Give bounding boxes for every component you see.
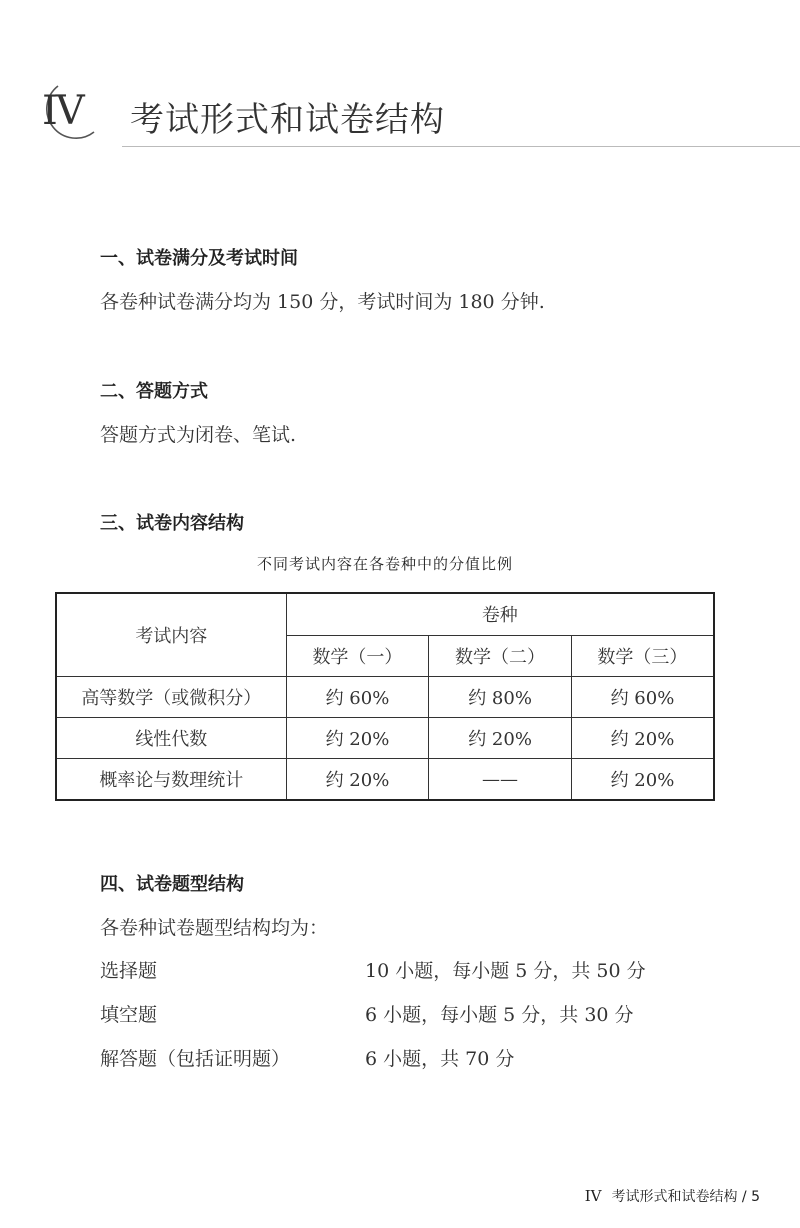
table-cell: 约 60% xyxy=(571,677,714,718)
question-type-detail: 10 小题，每小题 5 分，共 50 分 xyxy=(365,960,646,982)
question-type-name: 填空题 xyxy=(100,1004,158,1026)
question-type-name: 选择题 xyxy=(100,960,158,982)
chapter-numeral: IV xyxy=(42,88,83,134)
row-label: 概率论与数理统计 xyxy=(56,759,286,801)
section-heading-1: 一、试卷满分及考试时间 xyxy=(100,248,298,269)
row-label: 线性代数 xyxy=(56,718,286,759)
question-type-name: 解答题（包括证明题） xyxy=(100,1048,291,1070)
chapter-title: 考试形式和试卷结构 xyxy=(130,100,445,140)
question-type-detail: 6 小题，每小题 5 分，共 30 分 xyxy=(365,1004,634,1026)
score-distribution-table xyxy=(55,592,715,801)
table-cell: —— xyxy=(429,759,572,801)
question-type-detail: 6 小题，共 70 分 xyxy=(365,1048,515,1070)
table-cell: 约 20% xyxy=(286,759,429,801)
footer-text: 考试形式和试卷结构 / 5 xyxy=(611,1189,760,1205)
chapter-header xyxy=(0,0,800,160)
column-header: 数学（三） xyxy=(571,635,714,677)
header-divider xyxy=(122,146,800,147)
header-group-cell: 卷种 xyxy=(286,593,714,635)
table-cell: 约 20% xyxy=(429,718,572,759)
footer-numeral: IV xyxy=(584,1187,602,1205)
table-cell: 约 60% xyxy=(286,677,429,718)
section-text-2: 答题方式为闭卷、笔试. xyxy=(100,424,297,446)
section-heading-4: 四、试卷题型结构 xyxy=(100,874,244,895)
table-header-row xyxy=(56,593,714,635)
section-text-4: 各卷种试卷题型结构均为： xyxy=(100,917,329,939)
page-footer xyxy=(585,1186,760,1206)
column-header: 数学（二） xyxy=(429,635,572,677)
table-caption: 不同考试内容在各卷种中的分值比例 xyxy=(256,555,513,573)
table-cell: 约 20% xyxy=(571,718,714,759)
table-cell: 约 20% xyxy=(286,718,429,759)
table-row xyxy=(56,677,714,718)
table-row xyxy=(56,759,714,801)
table-cell: 约 20% xyxy=(571,759,714,801)
header-content-cell: 考试内容 xyxy=(56,593,286,677)
table-row xyxy=(56,718,714,759)
row-label: 高等数学（或微积分） xyxy=(56,677,286,718)
section-heading-3: 三、试卷内容结构 xyxy=(100,513,244,534)
section-text-1: 各卷种试卷满分均为 150 分，考试时间为 180 分钟. xyxy=(100,291,545,313)
column-header: 数学（一） xyxy=(286,635,429,677)
table-cell: 约 80% xyxy=(429,677,572,718)
section-heading-2: 二、答题方式 xyxy=(100,381,208,402)
